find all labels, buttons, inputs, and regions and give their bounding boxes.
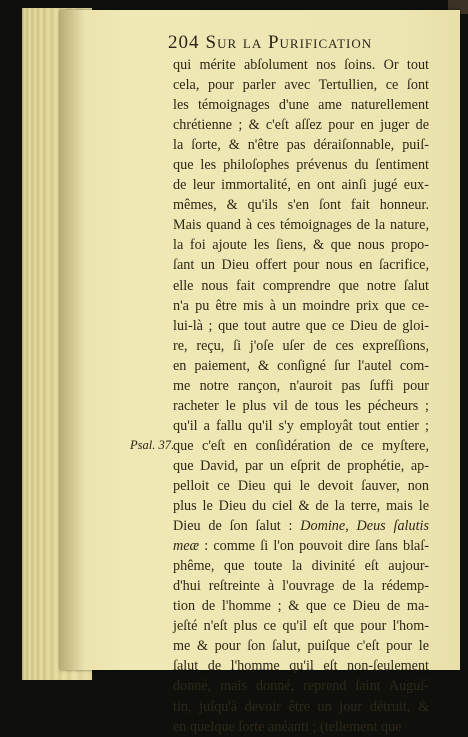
text-line: qui mérite abſolument nos ſoins. Or tout <box>173 57 429 73</box>
text-line: que les philoſophes prévenus du ſentiment <box>173 157 429 174</box>
text-line: plus le Dieu du ciel & de la terre, mais le <box>173 498 429 515</box>
text-line: phême, que toute la divinité eſt aujour- <box>173 558 429 575</box>
text-line: Mais quand à ces témoignages de la nature, <box>173 217 429 234</box>
text-line: n'a pu être mis à un moindre prix que ce- <box>173 297 429 314</box>
text-line: les témoignages d'une ame naturellement <box>173 97 429 114</box>
italic-quote: Domine, Deus ſalutis <box>300 518 429 535</box>
page-body-text <box>173 55 429 737</box>
text-line-with-italic <box>173 536 429 556</box>
margin-reference: Psal. 37. <box>130 438 175 452</box>
text-line: re, reçu, ſi j'oſe uſer de ces expreſſions, <box>173 337 429 354</box>
gutter-shadow <box>60 10 86 670</box>
text-line: en paiement, & conſigné ſur l'autel com- <box>173 357 429 374</box>
text-line: elle nous fait comprendre que notre ſalut <box>173 277 429 294</box>
running-title: Sur la Purification <box>205 32 373 53</box>
text-line: lui-là ; que tout autre que ce Dieu de gloi- <box>173 317 429 334</box>
text-line: qu'il a fallu qu'il s'y employât tout entier ; <box>173 417 429 434</box>
text-line: la ſorte, & n'être pas déraiſonnable, puiſ- <box>173 137 429 154</box>
text-line: mêmes, & qu'ils s'en ſont fait honneur. <box>173 197 429 214</box>
text-line: tion de l'homme ; & que ce Dieu de ma- <box>173 598 429 615</box>
text-line: que c'eſt en conſidération de ce myſtere, <box>173 437 429 454</box>
text-line-with-italic <box>173 516 429 536</box>
text-line: chrétienne ; & c'eſt aſſez pour en juger de <box>173 117 429 134</box>
running-header <box>168 32 438 54</box>
italic-quote: meæ <box>173 538 200 555</box>
text-line: cela, pour parler avec Tertullien, ce ſont <box>173 77 429 94</box>
text-line: ſalut de l'homme qu'il eſt non-ſeulement <box>173 658 429 675</box>
text-line: de leur immortalité, en ont ainſi jugé eux- <box>173 177 429 194</box>
text-line: pelloit ce Dieu qui le devoit ſauver, non <box>173 477 429 494</box>
text-segment: Dieu de ſon ſalut : <box>173 518 301 535</box>
text-segment: : comme ſi l'on pouvoit dire ſans blaſ- <box>199 538 429 555</box>
text-line: tin, juſqu'à devoir être un jour détruit, & <box>173 698 429 715</box>
text-line: que David, par un eſprit de prophétie, ap- <box>173 457 429 474</box>
text-line: racheter le plus vil de tous les pécheurs ; <box>173 397 429 414</box>
text-line: la foi ajoute les ſiens, & que nous propo- <box>173 237 429 254</box>
text-line: en quelque ſorte anéanti ; (tellement que <box>173 718 402 735</box>
text-line: jeſté n'eſt plus ce qu'il eſt que pour l'hom- <box>173 618 429 635</box>
text-line: ſant un Dieu offert pour nous en ſacrifice, <box>173 257 429 274</box>
text-line: me notre rançon, n'auroit pas ſuffi pour <box>173 377 429 394</box>
text-line: me & pour ſon ſalut, puiſque c'eſt pour le <box>173 638 429 655</box>
page-number: 204 <box>168 32 200 53</box>
text-line: d'hui reſtreinte à l'ouvrage de la rédemp- <box>173 578 429 595</box>
text-line: donné, mais donné, reprend ſaint Auguſ- <box>173 678 429 695</box>
